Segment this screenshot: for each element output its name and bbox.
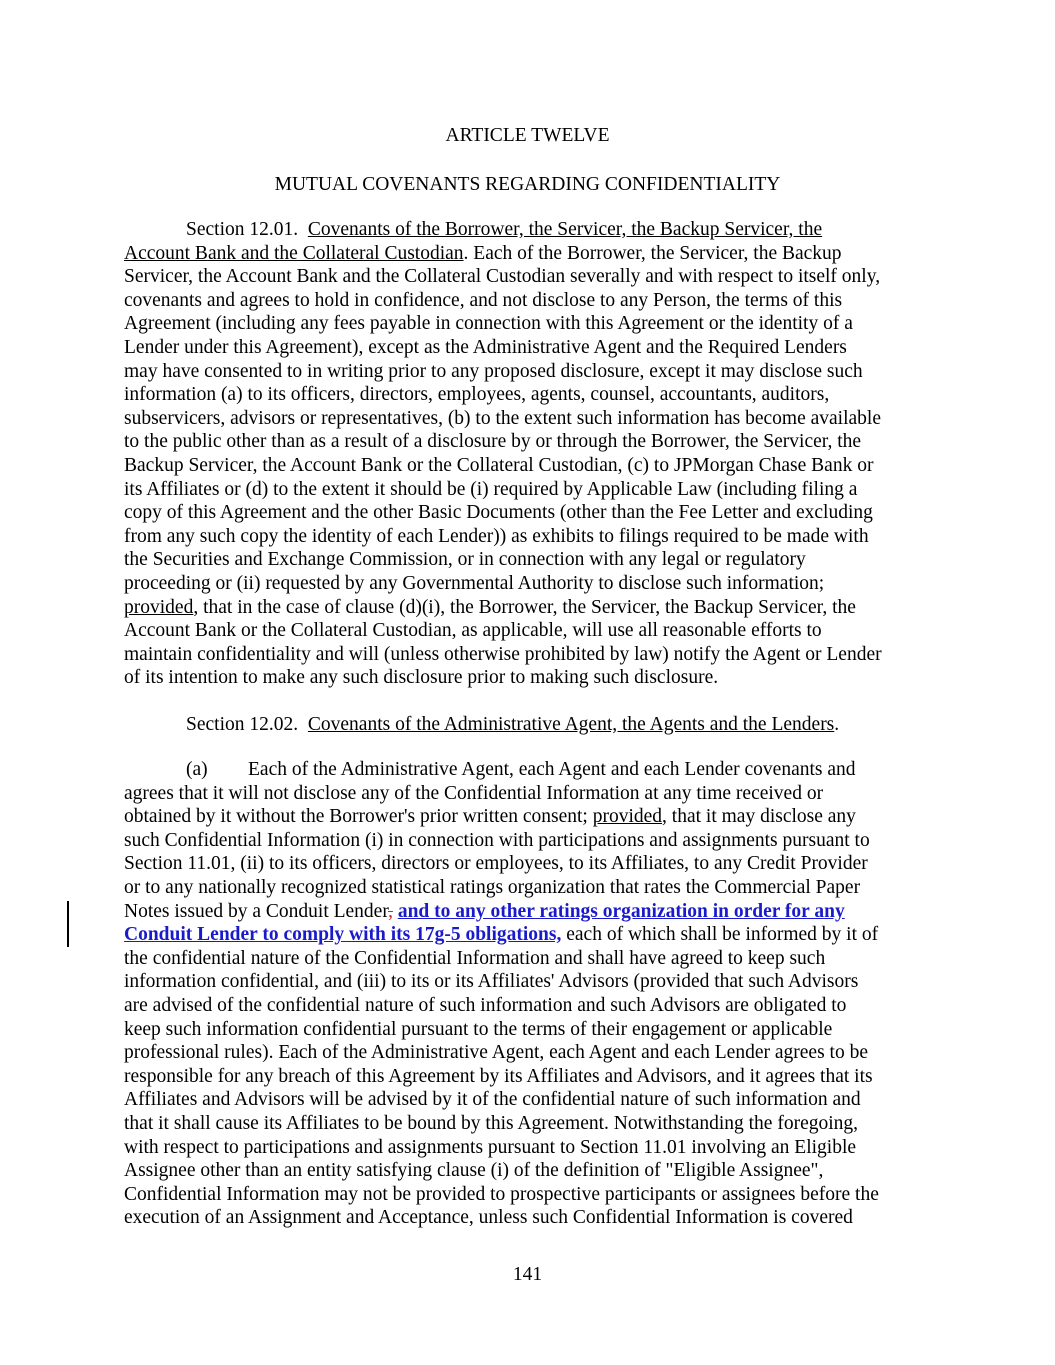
section-12-01-line: provided, that in the case of clause (d)(i), the Borrower, the Servicer, the Backup Servicer, the (124, 596, 856, 618)
section-12-01-line: Agreement (including any fees payable in connection with this Agreement or the identity of a (124, 313, 853, 335)
paragraph-a-line: professional rules). Each of the Administrative Agent, each Agent and each Lender agrees to be (124, 1042, 868, 1064)
section-12-02-a (124, 758, 934, 1230)
section-12-01-line: proceeding or (ii) requested by any Governmental Authority to disclose such information; (124, 572, 825, 594)
section-12-01-line: may have consented to in writing prior to any proposed disclosure, except it may disclose such (124, 360, 863, 382)
paragraph-a-line: Affiliates and Advisors will be advised by it of the confidential nature of such information and (124, 1089, 861, 1111)
paragraph-a-line: obtained by it without the Borrower's prior written consent; provided, that it may disclose any (124, 806, 856, 828)
section-12-01-line: covenants and agrees to hold in confidence, and not disclose to any Person, the terms of this (124, 289, 843, 311)
paragraph-a-line: that it shall cause its Affiliates to be bound by this Agreement. Notwithstanding the foregoing, (124, 1112, 859, 1134)
section-12-01-line: its Affiliates or (d) to the extent it should be (i) required by Applicable Law (including filing a (124, 478, 858, 500)
section-12-01-line: maintain confidentiality and will (unless otherwise prohibited by law) notify the Agent or Lender (124, 643, 882, 665)
paragraph-a-line: Conduit Lender to comply with its 17g-5 obligations, each of which shall be informed by it of (124, 924, 879, 946)
section-12-01-line: Servicer, the Account Bank and the Collateral Custodian severally and with respect to itself only, (124, 266, 881, 288)
section-12-01-line: to the public other than as a result of a disclosure by or through the Borrower, the Servicer, the (124, 431, 862, 453)
paragraph-label: (a) (186, 759, 208, 780)
section-number: Section 12.01. (186, 219, 299, 240)
article-subtitle: MUTUAL COVENANTS REGARDING CONFIDENTIALITY (274, 174, 781, 195)
paragraph-a-line: agrees that it will not disclose any of the Confidential Information at any time received or (124, 782, 824, 804)
paragraph-a-line: keep such information confidential pursuant to the terms of their engagement or applicable (124, 1018, 833, 1040)
paragraph-a-line: Confidential Information may not be provided to prospective participants or assignees before the (124, 1183, 879, 1205)
inserted-text: Conduit Lender to comply with its 17g-5 obligations, (124, 924, 562, 946)
paragraph-a-line: Section 11.01, (ii) to its officers, directors or employees, to its Affiliates, to any Credit Provider (124, 853, 868, 875)
paragraph-a-line: such Confidential Information (i) in connection with participations and assignments pursuant to (124, 829, 870, 851)
paragraph-a-line: responsible for any breach of this Agreement by its Affiliates and Advisors, and it agrees that its (124, 1065, 873, 1087)
paragraph-a-line: information confidential, and (iii) to its or its Affiliates' Advisors (provided that such Advisors (124, 971, 859, 993)
section-12-01-line: information (a) to its officers, directors, employees, agents, counsel, accountants, auditors, (124, 384, 830, 406)
paragraph-a-line: Assignee other than an entity satisfying clause (i) of the definition of "Eligible Assignee", (124, 1160, 824, 1182)
provided-term: provided (592, 806, 663, 828)
section-12-01-line: Account Bank or the Collateral Custodian, as applicable, will use all reasonable efforts to (124, 620, 822, 642)
section-12-01-line: copy of this Agreement and the other Basic Documents (other than the Fee Letter and excluding (124, 502, 873, 524)
section-12-01-line: Backup Servicer, the Account Bank or the Collateral Custodian, (c) to JPMorgan Chase Bank or (124, 454, 874, 476)
paragraph-a-line: execution of an Assignment and Acceptance, unless such Confidential Information is covered (124, 1207, 853, 1229)
section-heading: Covenants of the Borrower, the Servicer, the Backup Servicer, the (307, 219, 823, 240)
provided-term: provided (124, 596, 194, 618)
section-12-01 (124, 218, 934, 690)
section-number: Section 12.02. (186, 714, 299, 735)
paragraph-a-line: the confidential nature of the Confidential Information and shall have agreed to keep such (124, 947, 826, 969)
section-heading: Covenants of the Administrative Agent, the Agents and the Lenders (307, 714, 835, 735)
section-12-01-line: Account Bank and the Collateral Custodian. Each of the Borrower, the Servicer, the Backup (124, 242, 842, 264)
section-12-02-heading: Section 12.02. Covenants of the Administrative Agent, the Agents and the Lenders. (186, 714, 840, 735)
paragraph-a-line: (a) Each of the Administrative Agent, each Agent and each Lender covenants and (186, 759, 856, 780)
section-12-01-line: of its intention to make any such disclosure prior to making such disclosure. (124, 667, 719, 689)
paragraph-a-line: are advised of the confidential nature of such information and such Advisors are obligated to (124, 994, 847, 1016)
section-12-01-line: Lender under this Agreement), except as the Administrative Agent and the Required Lenders (124, 336, 847, 358)
section-12-01-line: subservicers, advisors or representatives, (b) to the extent such information has become available (124, 407, 881, 429)
paragraph-a-line: or to any nationally recognized statistical ratings organization that rates the Commercial Paper (124, 876, 861, 898)
deleted-text: , (388, 900, 393, 922)
page-number: 141 (512, 1264, 543, 1285)
section-heading: Account Bank and the Collateral Custodian (124, 242, 464, 264)
paragraph-a-line: Notes issued by a Conduit Lender, and to any other ratings organization in order for any (124, 900, 845, 922)
article-title: ARTICLE TWELVE (445, 125, 610, 146)
revision-change-bar (67, 901, 69, 947)
section-12-01-line (124, 218, 934, 242)
paragraph-a-line: with respect to participations and assignments pursuant to Section 11.01 involving an Eligible (124, 1136, 857, 1158)
section-12-01-line: the Securities and Exchange Commission, or in connection with any legal or regulatory (124, 549, 806, 571)
section-12-01-line: from any such copy the identity of each Lender)) as exhibits to filings required to be made with (124, 525, 869, 547)
inserted-text: and to any other ratings organization in order for any (397, 900, 845, 922)
